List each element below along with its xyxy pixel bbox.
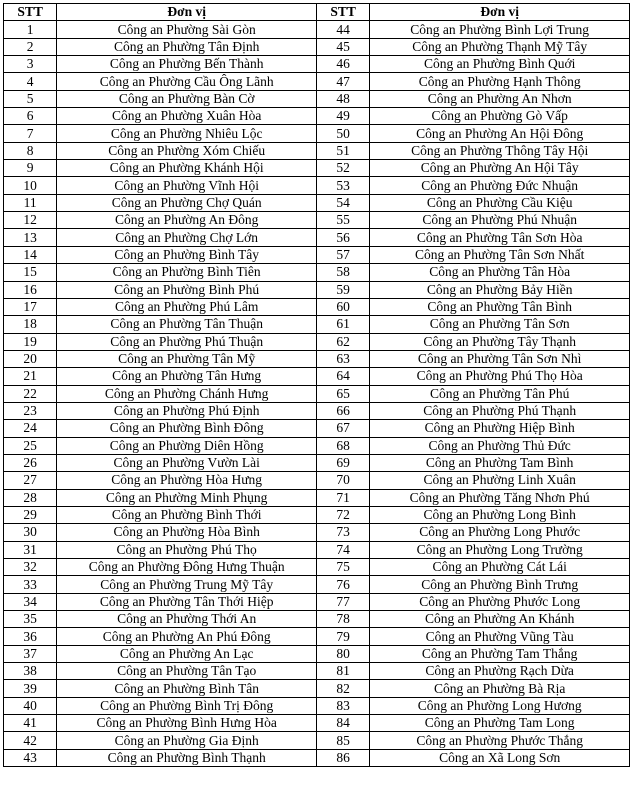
table-row <box>4 229 630 246</box>
unit-left-cell: Công an Phường Phú Thuận <box>57 333 317 350</box>
unit-left-cell: Công an Phường Phú Lâm <box>57 298 317 315</box>
stt-right-cell: 49 <box>316 108 369 125</box>
stt-left-cell: 41 <box>4 715 57 732</box>
unit-right-cell: Công an Phường Đức Nhuận <box>370 177 630 194</box>
unit-right-cell: Công an Phường Cầu Kiệu <box>370 194 630 211</box>
unit-left-cell: Công an Phường Xuân Hòa <box>57 108 317 125</box>
unit-left-cell: Công an Phường An Đông <box>57 212 317 229</box>
stt-left-cell: 20 <box>4 350 57 367</box>
table-row <box>4 38 630 55</box>
table-row <box>4 506 630 523</box>
table-row <box>4 541 630 558</box>
table-row <box>4 125 630 142</box>
stt-left-cell: 37 <box>4 645 57 662</box>
table-row <box>4 21 630 38</box>
table-row <box>4 385 630 402</box>
unit-right-cell: Công an Phường Vũng Tàu <box>370 628 630 645</box>
table-row <box>4 576 630 593</box>
stt-right-cell: 62 <box>316 333 369 350</box>
unit-right-cell: Công an Phường Tân Sơn Nhì <box>370 350 630 367</box>
unit-left-cell: Công an Phường Bình Tân <box>57 680 317 697</box>
unit-left-cell: Công an Phường Chánh Hưng <box>57 385 317 402</box>
stt-left-cell: 24 <box>4 420 57 437</box>
unit-left-cell: Công an Phường Khánh Hội <box>57 160 317 177</box>
unit-left-cell: Công an Phường Bình Trị Đông <box>57 697 317 714</box>
stt-right-cell: 86 <box>316 749 369 766</box>
unit-right-cell: Công an Phường Tân Sơn <box>370 316 630 333</box>
stt-left-cell: 22 <box>4 385 57 402</box>
police-units-table <box>3 3 630 767</box>
stt-right-cell: 77 <box>316 593 369 610</box>
unit-right-cell: Công an Phường Hiệp Bình <box>370 420 630 437</box>
unit-right-cell: Công an Phường An Hội Đông <box>370 125 630 142</box>
unit-right-cell: Công an Phường Linh Xuân <box>370 472 630 489</box>
stt-right-cell: 83 <box>316 697 369 714</box>
unit-left-cell: Công an Phường Vĩnh Hội <box>57 177 317 194</box>
unit-left-cell: Công an Phường Tân Thuận <box>57 316 317 333</box>
unit-right-cell: Công an Phường Tân Sơn Nhất <box>370 246 630 263</box>
stt-right-cell: 84 <box>316 715 369 732</box>
stt-right-cell: 71 <box>316 489 369 506</box>
stt-right-cell: 75 <box>316 559 369 576</box>
table-row <box>4 680 630 697</box>
stt-right-cell: 78 <box>316 611 369 628</box>
unit-left-cell: Công an Phường Chợ Quán <box>57 194 317 211</box>
stt-left-cell: 27 <box>4 472 57 489</box>
table-row <box>4 194 630 211</box>
stt-right-cell: 64 <box>316 368 369 385</box>
stt-right-cell: 63 <box>316 350 369 367</box>
stt-right-cell: 67 <box>316 420 369 437</box>
table-row <box>4 281 630 298</box>
unit-left-cell: Công an Phường An Lạc <box>57 645 317 662</box>
header-unit-right: Đơn vị <box>370 4 630 21</box>
unit-right-cell: Công an Phường Thủ Đức <box>370 437 630 454</box>
unit-right-cell: Công an Phường Long Bình <box>370 506 630 523</box>
table-row <box>4 559 630 576</box>
stt-right-cell: 51 <box>316 142 369 159</box>
stt-left-cell: 30 <box>4 524 57 541</box>
stt-right-cell: 74 <box>316 541 369 558</box>
unit-right-cell: Công an Phường Phước Thắng <box>370 732 630 749</box>
stt-right-cell: 68 <box>316 437 369 454</box>
stt-left-cell: 32 <box>4 559 57 576</box>
unit-left-cell: Công an Phường Cầu Ông Lãnh <box>57 73 317 90</box>
table-row <box>4 454 630 471</box>
unit-right-cell: Công an Phường Bà Rịa <box>370 680 630 697</box>
stt-left-cell: 3 <box>4 56 57 73</box>
stt-left-cell: 31 <box>4 541 57 558</box>
stt-right-cell: 85 <box>316 732 369 749</box>
stt-right-cell: 69 <box>316 454 369 471</box>
unit-left-cell: Công an Phường Bình Tiên <box>57 264 317 281</box>
unit-left-cell: Công an Phường Phú Thọ <box>57 541 317 558</box>
table-row <box>4 402 630 419</box>
stt-left-cell: 10 <box>4 177 57 194</box>
table-row <box>4 108 630 125</box>
stt-right-cell: 76 <box>316 576 369 593</box>
table-row <box>4 160 630 177</box>
table-row <box>4 732 630 749</box>
unit-left-cell: Công an Phường Bình Tây <box>57 246 317 263</box>
unit-right-cell: Công an Phường Long Hương <box>370 697 630 714</box>
unit-right-cell: Công an Xã Long Sơn <box>370 749 630 766</box>
stt-right-cell: 61 <box>316 316 369 333</box>
stt-right-cell: 44 <box>316 21 369 38</box>
unit-left-cell: Công an Phường Trung Mỹ Tây <box>57 576 317 593</box>
stt-left-cell: 42 <box>4 732 57 749</box>
table-row <box>4 177 630 194</box>
stt-left-cell: 14 <box>4 246 57 263</box>
unit-left-cell: Công an Phường Bình Hưng Hòa <box>57 715 317 732</box>
table-row <box>4 90 630 107</box>
unit-right-cell: Công an Phường An Nhơn <box>370 90 630 107</box>
stt-left-cell: 40 <box>4 697 57 714</box>
stt-left-cell: 2 <box>4 38 57 55</box>
unit-left-cell: Công an Phường Hòa Hưng <box>57 472 317 489</box>
unit-right-cell: Công an Phường Bình Lợi Trung <box>370 21 630 38</box>
table-row <box>4 437 630 454</box>
stt-right-cell: 53 <box>316 177 369 194</box>
stt-left-cell: 19 <box>4 333 57 350</box>
table-row <box>4 749 630 766</box>
table-row <box>4 316 630 333</box>
table-row <box>4 264 630 281</box>
unit-left-cell: Công an Phường Tân Thới Hiệp <box>57 593 317 610</box>
header-row <box>4 4 630 21</box>
unit-right-cell: Công an Phường Long Phước <box>370 524 630 541</box>
stt-left-cell: 8 <box>4 142 57 159</box>
stt-right-cell: 56 <box>316 229 369 246</box>
table-row <box>4 628 630 645</box>
unit-right-cell: Công an Phường Phú Nhuận <box>370 212 630 229</box>
table-row <box>4 298 630 315</box>
unit-right-cell: Công an Phường An Khánh <box>370 611 630 628</box>
table-row <box>4 524 630 541</box>
unit-left-cell: Công an Phường Bình Phú <box>57 281 317 298</box>
stt-left-cell: 29 <box>4 506 57 523</box>
header-stt-left: STT <box>4 4 57 21</box>
table-row <box>4 472 630 489</box>
unit-left-cell: Công an Phường Thới An <box>57 611 317 628</box>
stt-right-cell: 70 <box>316 472 369 489</box>
table-row <box>4 246 630 263</box>
unit-left-cell: Công an Phường Đông Hưng Thuận <box>57 559 317 576</box>
unit-right-cell: Công an Phường Cát Lái <box>370 559 630 576</box>
unit-left-cell: Công an Phường Chợ Lớn <box>57 229 317 246</box>
stt-right-cell: 52 <box>316 160 369 177</box>
unit-left-cell: Công an Phường Bàn Cờ <box>57 90 317 107</box>
table-row <box>4 56 630 73</box>
header-unit-left: Đơn vị <box>57 4 317 21</box>
stt-left-cell: 23 <box>4 402 57 419</box>
stt-left-cell: 28 <box>4 489 57 506</box>
unit-left-cell: Công an Phường Bình Đông <box>57 420 317 437</box>
stt-right-cell: 66 <box>316 402 369 419</box>
unit-right-cell: Công an Phường Thông Tây Hội <box>370 142 630 159</box>
stt-right-cell: 79 <box>316 628 369 645</box>
table-row <box>4 489 630 506</box>
stt-left-cell: 36 <box>4 628 57 645</box>
stt-left-cell: 34 <box>4 593 57 610</box>
stt-left-cell: 9 <box>4 160 57 177</box>
unit-right-cell: Công an Phường Bình Trưng <box>370 576 630 593</box>
unit-right-cell: Công an Phường Phước Long <box>370 593 630 610</box>
stt-left-cell: 11 <box>4 194 57 211</box>
unit-left-cell: Công an Phường Tân Mỹ <box>57 350 317 367</box>
table-body <box>4 21 630 767</box>
unit-right-cell: Công an Phường Tây Thạnh <box>370 333 630 350</box>
stt-right-cell: 50 <box>316 125 369 142</box>
header-stt-right: STT <box>316 4 369 21</box>
stt-left-cell: 13 <box>4 229 57 246</box>
stt-left-cell: 21 <box>4 368 57 385</box>
stt-right-cell: 82 <box>316 680 369 697</box>
unit-left-cell: Công an Phường Tân Tạo <box>57 663 317 680</box>
stt-left-cell: 39 <box>4 680 57 697</box>
stt-left-cell: 26 <box>4 454 57 471</box>
unit-left-cell: Công an Phường Xóm Chiếu <box>57 142 317 159</box>
unit-right-cell: Công an Phường Hạnh Thông <box>370 73 630 90</box>
stt-right-cell: 54 <box>316 194 369 211</box>
unit-left-cell: Công an Phường Hòa Bình <box>57 524 317 541</box>
table-row <box>4 697 630 714</box>
unit-right-cell: Công an Phường Bình Quới <box>370 56 630 73</box>
unit-right-cell: Công an Phường Rạch Dừa <box>370 663 630 680</box>
unit-right-cell: Công an Phường Gò Vấp <box>370 108 630 125</box>
stt-left-cell: 16 <box>4 281 57 298</box>
stt-right-cell: 59 <box>316 281 369 298</box>
stt-left-cell: 43 <box>4 749 57 766</box>
unit-right-cell: Công an Phường Tam Thắng <box>370 645 630 662</box>
unit-left-cell: Công an Phường Tân Hưng <box>57 368 317 385</box>
unit-left-cell: Công an Phường Phú Định <box>57 402 317 419</box>
table-row <box>4 420 630 437</box>
stt-left-cell: 15 <box>4 264 57 281</box>
stt-right-cell: 45 <box>316 38 369 55</box>
unit-left-cell: Công an Phường Bình Thới <box>57 506 317 523</box>
stt-right-cell: 57 <box>316 246 369 263</box>
unit-left-cell: Công an Phường Nhiêu Lộc <box>57 125 317 142</box>
stt-right-cell: 81 <box>316 663 369 680</box>
unit-left-cell: Công an Phường Sài Gòn <box>57 21 317 38</box>
stt-left-cell: 38 <box>4 663 57 680</box>
unit-right-cell: Công an Phường An Hội Tây <box>370 160 630 177</box>
unit-right-cell: Công an Phường Long Trường <box>370 541 630 558</box>
unit-left-cell: Công an Phường An Phú Đông <box>57 628 317 645</box>
unit-left-cell: Công an Phường Bến Thành <box>57 56 317 73</box>
stt-left-cell: 5 <box>4 90 57 107</box>
table-row <box>4 593 630 610</box>
stt-left-cell: 33 <box>4 576 57 593</box>
unit-right-cell: Công an Phường Phú Thọ Hòa <box>370 368 630 385</box>
unit-right-cell: Công an Phường Tam Bình <box>370 454 630 471</box>
unit-right-cell: Công an Phường Tân Sơn Hòa <box>370 229 630 246</box>
table-row <box>4 142 630 159</box>
unit-right-cell: Công an Phường Tân Phú <box>370 385 630 402</box>
stt-left-cell: 35 <box>4 611 57 628</box>
stt-right-cell: 48 <box>316 90 369 107</box>
unit-right-cell: Công an Phường Phú Thạnh <box>370 402 630 419</box>
table-row <box>4 212 630 229</box>
stt-left-cell: 1 <box>4 21 57 38</box>
unit-right-cell: Công an Phường Bảy Hiền <box>370 281 630 298</box>
stt-right-cell: 72 <box>316 506 369 523</box>
stt-right-cell: 58 <box>316 264 369 281</box>
stt-right-cell: 73 <box>316 524 369 541</box>
stt-left-cell: 12 <box>4 212 57 229</box>
stt-right-cell: 60 <box>316 298 369 315</box>
unit-right-cell: Công an Phường Tam Long <box>370 715 630 732</box>
unit-right-cell: Công an Phường Tân Bình <box>370 298 630 315</box>
unit-left-cell: Công an Phường Vườn Lài <box>57 454 317 471</box>
unit-left-cell: Công an Phường Bình Thạnh <box>57 749 317 766</box>
table-row <box>4 645 630 662</box>
unit-right-cell: Công an Phường Tăng Nhơn Phú <box>370 489 630 506</box>
stt-left-cell: 7 <box>4 125 57 142</box>
stt-left-cell: 18 <box>4 316 57 333</box>
unit-left-cell: Công an Phường Gia Định <box>57 732 317 749</box>
stt-right-cell: 65 <box>316 385 369 402</box>
unit-left-cell: Công an Phường Minh Phụng <box>57 489 317 506</box>
stt-right-cell: 55 <box>316 212 369 229</box>
table-row <box>4 73 630 90</box>
unit-left-cell: Công an Phường Diên Hồng <box>57 437 317 454</box>
table-row <box>4 368 630 385</box>
stt-left-cell: 6 <box>4 108 57 125</box>
unit-right-cell: Công an Phường Thạnh Mỹ Tây <box>370 38 630 55</box>
stt-left-cell: 25 <box>4 437 57 454</box>
stt-right-cell: 80 <box>316 645 369 662</box>
stt-right-cell: 46 <box>316 56 369 73</box>
table-row <box>4 350 630 367</box>
stt-left-cell: 17 <box>4 298 57 315</box>
table-row <box>4 715 630 732</box>
unit-right-cell: Công an Phường Tân Hòa <box>370 264 630 281</box>
table-row <box>4 611 630 628</box>
stt-left-cell: 4 <box>4 73 57 90</box>
table-row <box>4 333 630 350</box>
stt-right-cell: 47 <box>316 73 369 90</box>
table-row <box>4 663 630 680</box>
unit-left-cell: Công an Phường Tân Định <box>57 38 317 55</box>
